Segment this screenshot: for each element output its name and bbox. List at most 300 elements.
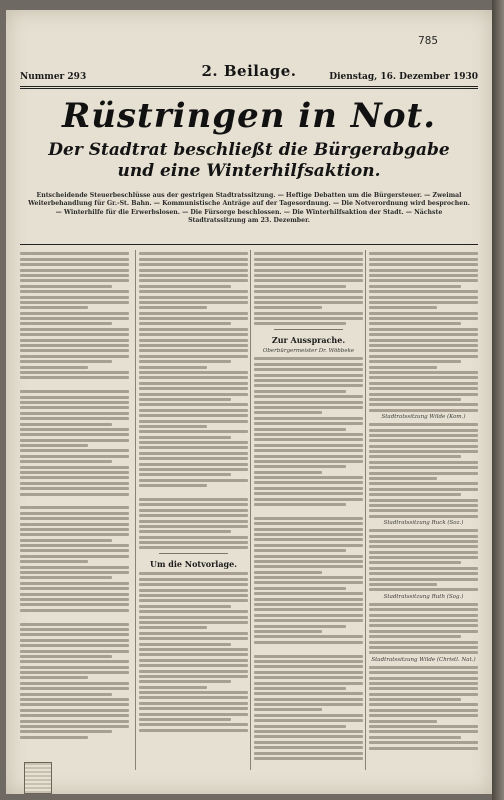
text-line: [369, 317, 478, 320]
text-line: [369, 736, 461, 739]
text-line: [369, 455, 461, 458]
text-line: [369, 403, 478, 406]
text-line: [254, 252, 363, 255]
text-line: [20, 401, 129, 404]
text-line: [139, 680, 231, 683]
text-line: [369, 671, 478, 674]
text-line: [20, 544, 129, 547]
text-line: [369, 274, 478, 277]
text-line: [369, 301, 478, 304]
text-line: [254, 671, 363, 674]
text-line: [369, 677, 478, 680]
text-line: [139, 344, 248, 347]
section-subheading: Stadtratssitzung Wilde (Christl. Nat.): [371, 656, 476, 663]
text-line: [254, 549, 346, 552]
section-divider: [274, 329, 343, 330]
text-line: [20, 709, 129, 712]
text-line: [369, 703, 478, 706]
text-line: [369, 509, 478, 512]
text-line: [139, 436, 231, 439]
text-line: [254, 592, 363, 595]
text-line: [254, 269, 363, 272]
text-line: [369, 461, 478, 464]
text-line: [369, 709, 478, 712]
text-line: [369, 624, 478, 627]
text-line: [139, 382, 248, 385]
text-line: [139, 702, 248, 705]
text-line: [254, 390, 346, 393]
text-line: [20, 366, 88, 369]
text-line: [139, 589, 248, 592]
text-line: [369, 482, 478, 485]
text-line: [20, 720, 129, 723]
paragraph-gap: [254, 646, 363, 652]
text-line: [139, 503, 248, 506]
text-line: [139, 269, 248, 272]
text-line: [20, 396, 129, 399]
text-line: [369, 556, 478, 559]
text-line: [254, 460, 363, 463]
text-line: [139, 610, 248, 613]
text-line: [254, 411, 322, 414]
text-line: [20, 433, 129, 436]
text-line: [20, 628, 129, 631]
text-line: [20, 390, 129, 393]
text-line: [139, 398, 231, 401]
text-line: [369, 355, 478, 358]
text-line: [369, 472, 478, 475]
library-stamp: [24, 762, 52, 794]
text-line: [139, 530, 231, 533]
text-line: [369, 439, 478, 442]
text-line: [254, 258, 363, 261]
text-line: [139, 414, 248, 417]
text-line: [20, 555, 129, 558]
text-line: [139, 360, 231, 363]
text-line: [369, 603, 478, 606]
text-line: [20, 296, 129, 299]
text-line: [254, 438, 363, 441]
text-line: [20, 493, 129, 496]
text-line: [254, 719, 363, 722]
text-line: [369, 269, 478, 272]
text-line: [139, 328, 248, 331]
text-line: [254, 581, 363, 584]
text-line: [139, 599, 248, 602]
text-line: [254, 741, 363, 744]
section-divider: [159, 553, 228, 554]
text-line: [139, 479, 248, 482]
text-line: [20, 482, 129, 485]
text-line: [369, 429, 478, 432]
section-heading: Zur Aussprache.: [271, 335, 346, 346]
text-line: [254, 395, 363, 398]
text-line: [254, 290, 363, 293]
text-line: [139, 536, 248, 539]
subheadline: Der Stadtrat beschließt die Bürgerabgabe und eine Winterhilfsaktion.: [48, 140, 450, 181]
text-line: [254, 630, 322, 633]
text-line: [20, 528, 129, 531]
text-line: [139, 696, 248, 699]
text-line: [139, 312, 248, 315]
text-line: [369, 333, 478, 336]
text-line: [20, 687, 129, 690]
text-line: [20, 476, 129, 479]
text-line: [254, 544, 363, 547]
text-line: [139, 274, 248, 277]
text-line: [139, 430, 248, 433]
text-line: [20, 460, 112, 463]
text-line: [369, 466, 478, 469]
text-line: [254, 503, 346, 506]
text-line: [20, 339, 129, 342]
text-line: [369, 588, 478, 591]
text-line: [20, 466, 129, 469]
text-line: [369, 614, 478, 617]
text-line: [139, 403, 248, 406]
text-line: [254, 279, 363, 282]
text-line: [254, 465, 346, 468]
text-line: [20, 349, 129, 352]
text-line: [369, 567, 478, 570]
text-line: [20, 560, 88, 563]
text-line: [20, 376, 129, 379]
text-line: [254, 455, 363, 458]
text-line: [20, 322, 112, 325]
text-line: [254, 374, 363, 377]
text-line: [369, 322, 461, 325]
text-line: [20, 598, 129, 601]
text-line: [254, 368, 363, 371]
text-line: [139, 468, 248, 471]
paragraph-gap: [20, 614, 129, 620]
text-line: [20, 693, 112, 696]
text-line: [20, 666, 129, 669]
text-line: [139, 452, 248, 455]
text-line: [369, 551, 478, 554]
text-line: [369, 328, 478, 331]
text-line: [369, 339, 478, 342]
text-line: [254, 417, 363, 420]
text-line: [139, 729, 248, 732]
text-line: [369, 682, 478, 685]
text-line: [369, 641, 478, 644]
masthead-rule-2: [20, 88, 478, 89]
text-line: [139, 664, 248, 667]
text-line: [20, 671, 129, 674]
text-line: [369, 646, 478, 649]
text-line: [139, 420, 248, 423]
text-line: [254, 401, 363, 404]
paragraph-gap: [20, 498, 129, 504]
text-line: [254, 449, 363, 452]
text-line: [20, 517, 129, 520]
text-line: [139, 583, 248, 586]
text-line: [139, 457, 248, 460]
text-line: [254, 641, 363, 644]
text-line: [20, 406, 129, 409]
text-line: [20, 333, 129, 336]
section-heading: Um die Notvorlage.: [150, 559, 237, 570]
text-line: [20, 301, 129, 304]
text-line: [254, 682, 363, 685]
text-line: [254, 322, 346, 325]
text-line: [20, 593, 129, 596]
text-line: [139, 387, 248, 390]
text-line: [139, 686, 207, 689]
text-line: [20, 306, 88, 309]
section-subheading: Stadtratssitzung Wilde (Kom.): [381, 414, 466, 421]
text-line: [20, 660, 129, 663]
text-line: [369, 578, 478, 581]
text-line: [139, 605, 231, 608]
text-line: [139, 546, 248, 549]
text-line: [369, 608, 478, 611]
text-line: [254, 263, 363, 266]
text-line: [20, 506, 129, 509]
text-line: [20, 423, 112, 426]
text-line: [254, 655, 363, 658]
text-line: [139, 306, 207, 309]
text-line: [254, 363, 363, 366]
text-line: [369, 493, 461, 496]
text-line: [369, 279, 478, 282]
text-line: [369, 290, 478, 293]
summary-rule: [20, 244, 478, 245]
text-line: [20, 523, 129, 526]
text-line: [254, 752, 363, 755]
text-line: [369, 366, 437, 369]
text-line: [254, 384, 363, 387]
text-line: [20, 355, 129, 358]
text-line: [20, 582, 129, 585]
text-line: [20, 736, 88, 739]
text-line: [369, 698, 461, 701]
text-line: [369, 344, 478, 347]
text-line: [139, 653, 248, 656]
text-line: [369, 488, 478, 491]
text-line: [369, 360, 461, 363]
text-line: [20, 263, 129, 266]
text-line: [20, 471, 129, 474]
text-line: [369, 730, 478, 733]
text-line: [254, 687, 346, 690]
text-line: [369, 725, 478, 728]
text-line: [254, 635, 363, 638]
text-line: [139, 333, 248, 336]
supplement-title: 2. Beilage.: [201, 62, 297, 80]
text-line: [139, 616, 248, 619]
text-line: [369, 382, 478, 385]
text-line: [139, 425, 207, 428]
text-line: [254, 312, 363, 315]
text-line: [20, 633, 129, 636]
text-line: [369, 499, 478, 502]
text-line: [20, 539, 112, 542]
text-line: [254, 676, 363, 679]
section-subheading: Stadtratssitzung Ruth (Sog.): [383, 593, 464, 600]
text-line: [254, 306, 322, 309]
text-line: [20, 533, 129, 536]
article-columns: [20, 250, 478, 770]
text-line: [139, 463, 248, 466]
text-line: [369, 747, 478, 750]
text-line: [254, 576, 363, 579]
text-line: [139, 355, 248, 358]
text-line: [254, 565, 363, 568]
text-line: [139, 349, 248, 352]
text-line: [254, 692, 363, 695]
text-line: [20, 571, 129, 574]
text-line: [20, 258, 129, 261]
text-line: [254, 522, 363, 525]
headline: Rüstringen in Not.: [61, 96, 437, 136]
text-line: [254, 296, 363, 299]
text-line: [254, 406, 363, 409]
issue-number: Nummer 293: [20, 72, 87, 82]
archive-number: 785: [418, 34, 438, 47]
text-line: [139, 339, 248, 342]
masthead: [20, 62, 478, 84]
text-line: [369, 285, 461, 288]
text-line: [139, 441, 248, 444]
text-line: [139, 252, 248, 255]
book-spine: [492, 0, 504, 800]
section-subheading: Oberbürgermeister Dr. Wöbbeke: [262, 348, 355, 355]
text-line: [20, 417, 129, 420]
text-line: [20, 252, 129, 255]
text-line: [369, 398, 461, 401]
text-line: [369, 714, 478, 717]
text-line: [369, 666, 478, 669]
text-line: [139, 258, 248, 261]
summary-paragraph: Entscheidende Steuerbeschlüsse aus der gestrigen Stadtratssitzung. — Heftige Debatten um die Bürgersteuer. — Zweimal Weiterbehandlung für Gr.-St. Bahn. — Kommunistische Anträge auf der Tagesordnung. — Die Notverordnung wird besprochen. — Winterhilfe für die Erwerbslosen. — Die Fürsorge beschlossen. — Die Winterhilfsaktion der Stadt. — Nächste Stadtratssitzung am 23. Dezember.: [28, 192, 470, 225]
text-line: [369, 252, 478, 255]
text-line: [369, 434, 478, 437]
text-line: [20, 444, 88, 447]
text-line: [369, 540, 478, 543]
text-line: [20, 549, 129, 552]
text-line: [20, 644, 129, 647]
text-line: [369, 635, 461, 638]
text-line: [254, 698, 363, 701]
text-line: [139, 290, 248, 293]
text-line: [139, 632, 248, 635]
newspaper-page: [6, 10, 492, 794]
text-line: [139, 525, 248, 528]
text-line: [139, 626, 207, 629]
text-line: [369, 583, 437, 586]
text-line: [254, 587, 346, 590]
text-line: [139, 498, 248, 501]
text-line: [139, 484, 207, 487]
text-line: [254, 301, 363, 304]
text-line: [369, 572, 478, 575]
column-1: [20, 250, 129, 770]
text-line: [254, 598, 363, 601]
text-line: [254, 746, 363, 749]
text-line: [139, 446, 248, 449]
text-line: [369, 515, 478, 518]
text-line: [20, 317, 129, 320]
text-line: [139, 296, 248, 299]
text-line: [139, 718, 231, 721]
text-line: [369, 263, 478, 266]
text-line: [20, 512, 129, 515]
text-line: [254, 357, 363, 360]
text-line: [369, 312, 478, 315]
text-line: [254, 481, 363, 484]
text-line: [20, 312, 129, 315]
text-line: [254, 274, 363, 277]
text-line: [139, 285, 231, 288]
text-line: [139, 263, 248, 266]
text-line: [254, 614, 363, 617]
text-line: [20, 698, 129, 701]
text-line: [20, 639, 129, 642]
text-line: [254, 555, 363, 558]
text-line: [254, 608, 363, 611]
text-line: [369, 504, 478, 507]
text-line: [254, 317, 363, 320]
text-line: [20, 725, 129, 728]
column-4: [365, 250, 478, 770]
section-subheading: Stadtratssitzung Ruck (Soz.): [383, 520, 464, 527]
text-line: [139, 643, 231, 646]
text-line: [254, 517, 363, 520]
text-line: [20, 714, 129, 717]
text-line: [254, 498, 363, 501]
text-line: [369, 741, 478, 744]
text-line: [369, 720, 437, 723]
text-line: [20, 576, 112, 579]
text-line: [369, 630, 478, 633]
paragraph-gap: [139, 490, 248, 496]
text-line: [254, 660, 363, 663]
text-line: [369, 529, 478, 532]
text-line: [20, 623, 129, 626]
paragraph-gap: [20, 382, 129, 388]
column-3: [250, 250, 363, 770]
text-line: [369, 423, 478, 426]
text-line: [20, 655, 112, 658]
text-line: [139, 691, 248, 694]
text-line: [254, 379, 363, 382]
text-line: [20, 730, 112, 733]
text-line: [139, 723, 248, 726]
text-line: [254, 571, 322, 574]
text-line: [254, 533, 363, 536]
text-line: [139, 317, 248, 320]
text-line: [20, 412, 129, 415]
text-line: [20, 703, 129, 706]
text-line: [369, 409, 478, 412]
text-line: [254, 538, 363, 541]
text-line: [254, 476, 363, 479]
text-line: [20, 285, 112, 288]
text-line: [20, 360, 112, 363]
text-line: [254, 703, 363, 706]
text-line: [139, 637, 248, 640]
text-line: [254, 428, 346, 431]
text-line: [254, 625, 346, 628]
text-line: [254, 619, 363, 622]
text-line: [369, 619, 478, 622]
text-line: [139, 409, 248, 412]
text-line: [369, 545, 478, 548]
text-line: [20, 274, 129, 277]
masthead-rule: [20, 86, 478, 87]
